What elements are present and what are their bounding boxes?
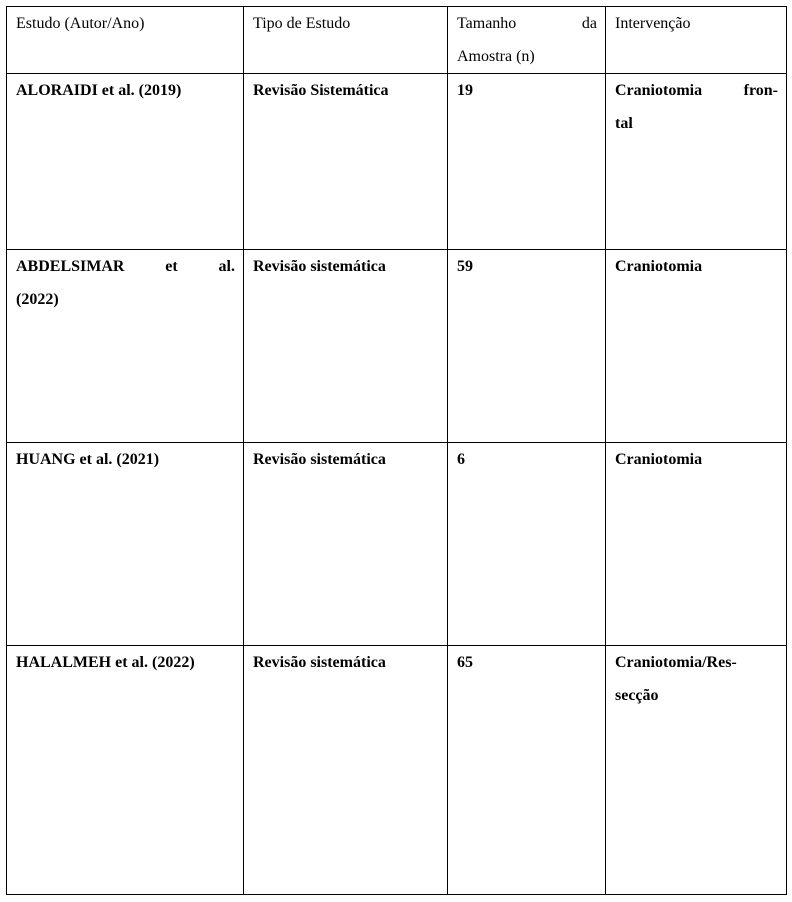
cell-sample: 19 [448,74,606,250]
cell-intervention: Craniotomia/Res- secção [606,646,787,895]
table-row [7,646,787,895]
cell-study: ALORAIDI et al. (2019) [7,74,244,250]
cell-type: Revisão sistemática [244,443,448,646]
header-sample-size [448,7,606,74]
cell-study: HALALMEH et al. (2022) [7,646,244,895]
cell-sample: 6 [448,443,606,646]
header-sample-line1: Tamanho da [457,15,597,32]
studies-table [6,6,787,895]
table-row [7,250,787,443]
cell-intervention: Craniotomia [606,443,787,646]
table-header-row [7,7,787,74]
table-row [7,74,787,250]
header-intervention: Intervenção [606,7,787,74]
cell-sample: 65 [448,646,606,895]
table-row [7,443,787,646]
cell-type: Revisão Sistemática [244,74,448,250]
cell-sample: 59 [448,250,606,443]
cell-study: ABDELSIMAR et al. (2022) [7,250,244,443]
header-sample-line2: Amostra (n) [457,48,535,65]
cell-intervention: Craniotomia fron- tal [606,74,787,250]
cell-type: Revisão sistemática [244,646,448,895]
cell-study: HUANG et al. (2021) [7,443,244,646]
cell-intervention: Craniotomia [606,250,787,443]
header-type: Tipo de Estudo [244,7,448,74]
cell-type: Revisão sistemática [244,250,448,443]
header-study: Estudo (Autor/Ano) [7,7,244,74]
